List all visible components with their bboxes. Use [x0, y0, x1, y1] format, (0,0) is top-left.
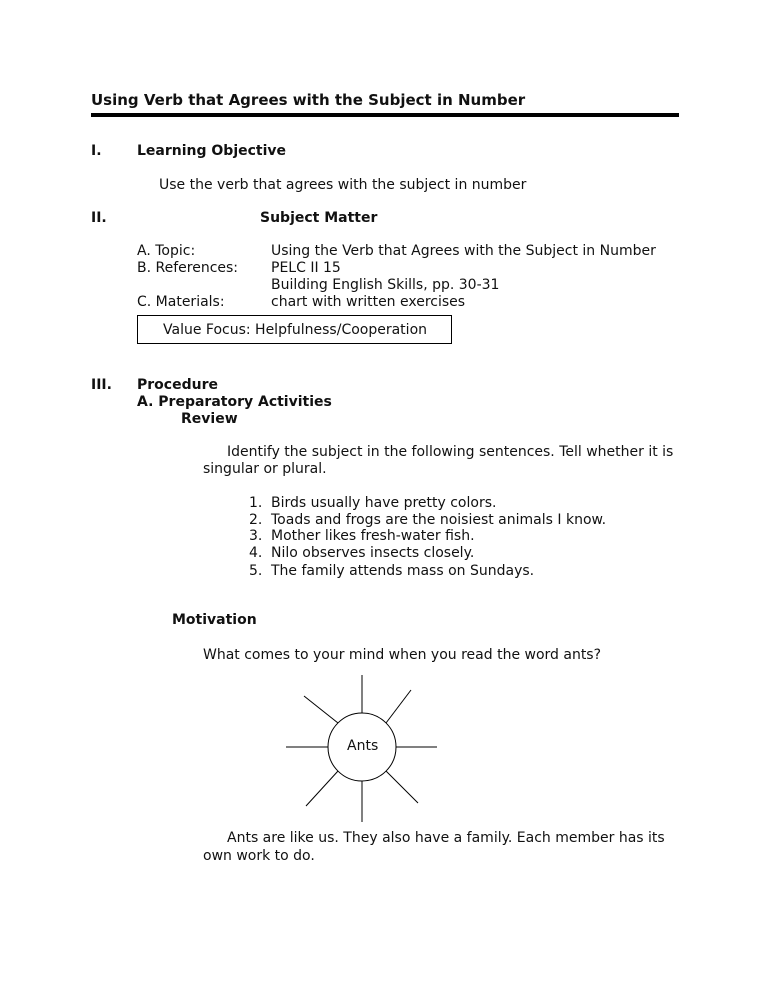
page-title: Using Verb that Agrees with the Subject in Number [91, 91, 526, 109]
list-item: 5. The family attends mass on Sundays. [249, 563, 535, 579]
topic-label: A. Topic: [137, 243, 196, 259]
section-1-heading: Learning Objective [137, 143, 287, 159]
references-value-1: PELC II 15 [271, 260, 341, 276]
list-item: 3. Mother likes fresh-water fish. [249, 528, 475, 544]
section-3-heading: Procedure [137, 377, 218, 393]
review-instruction-line-2: singular or plural. [203, 461, 327, 477]
diagram-ray [306, 771, 338, 806]
learning-objective-text: Use the verb that agrees with the subject in number [159, 177, 527, 193]
section-2-number: II. [91, 210, 107, 226]
list-item: 4. Nilo observes insects closely. [249, 545, 475, 561]
review-instruction-line-1: Identify the subject in the following sentences. Tell whether it is [227, 444, 674, 460]
motivation-question: What comes to your mind when you read the word ants? [203, 647, 602, 663]
value-focus-text: Value Focus: Helpfulness/Cooperation [163, 322, 428, 338]
section-2-heading: Subject Matter [260, 210, 378, 226]
closing-paragraph-line-1: Ants are like us. They also have a family. Each member has its [227, 830, 665, 846]
list-item: 2. Toads and frogs are the noisiest animals I know. [249, 512, 607, 528]
diagram-center-label: Ants [347, 738, 379, 754]
list-item: 1. Birds usually have pretty colors. [249, 495, 497, 511]
closing-paragraph-line-2: own work to do. [203, 848, 315, 864]
references-value-2: Building English Skills, pp. 30-31 [271, 277, 500, 293]
diagram-ray [386, 690, 411, 723]
preparatory-activities-heading: A. Preparatory Activities [137, 394, 332, 410]
diagram-ray [386, 771, 418, 803]
diagram-ray [304, 696, 338, 723]
motivation-heading: Motivation [172, 612, 257, 628]
references-label: B. References: [137, 260, 239, 276]
materials-label: C. Materials: [137, 294, 225, 310]
review-heading: Review [181, 411, 238, 427]
section-3-number: III. [91, 377, 112, 393]
topic-value: Using the Verb that Agrees with the Subject in Number [271, 243, 656, 259]
section-1-number: I. [91, 143, 102, 159]
materials-value: chart with written exercises [271, 294, 466, 310]
